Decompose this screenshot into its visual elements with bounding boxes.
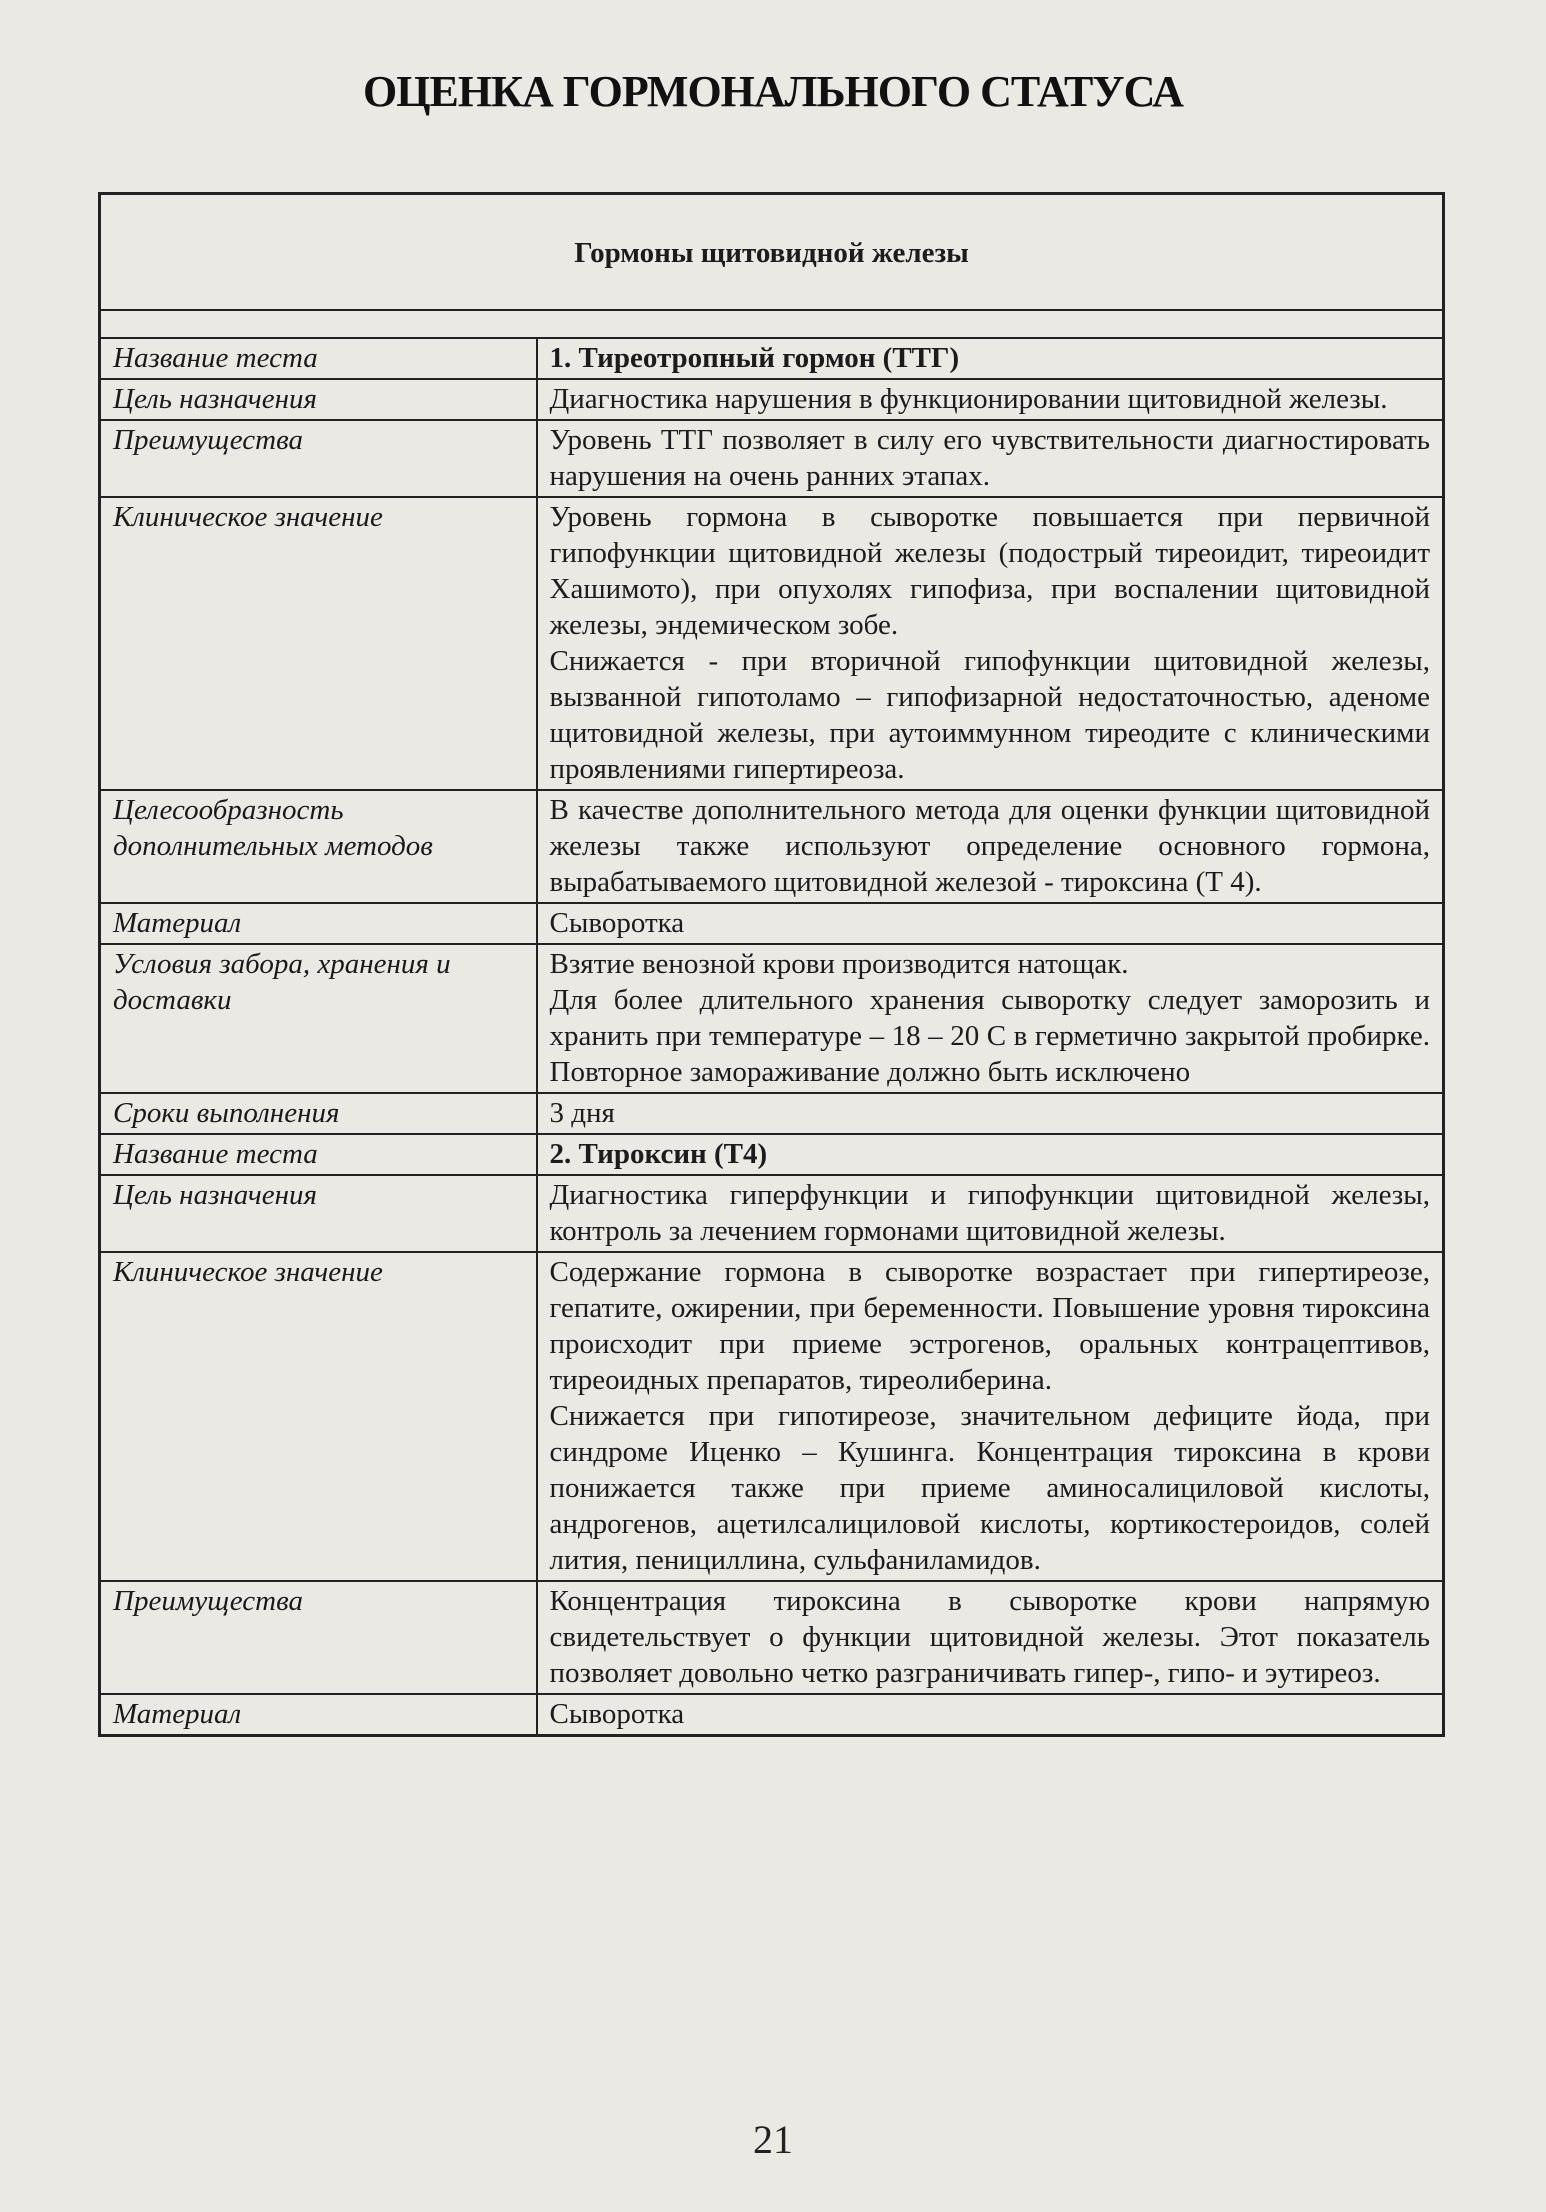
test1-name: 1. Тиреотропный гормон (ТТГ) bbox=[537, 338, 1444, 379]
section-header-row bbox=[100, 194, 1444, 311]
table-row-test2-purpose bbox=[100, 1175, 1444, 1252]
test2-purpose: Диагностика гиперфункции и гипофункции щитовидной железы, контроль за лечением гормонами щитовидной железы. bbox=[537, 1175, 1444, 1252]
table-row-test2-name bbox=[100, 1134, 1444, 1175]
test1-terms: 3 дня bbox=[537, 1093, 1444, 1134]
row-label: Материал bbox=[100, 903, 537, 944]
test2-advantages: Концентрация тироксина в сыворотке крови напрямую свидетельствует о функции щитовидной железы. Этот показатель позволяет довольно четко разграничивать гипер-, гипо- и эутиреоз. bbox=[537, 1581, 1444, 1694]
test1-clinical bbox=[537, 497, 1444, 790]
table-row-test2-material bbox=[100, 1694, 1444, 1736]
table-row-test1-advantages bbox=[100, 420, 1444, 497]
test1-material: Сыворотка bbox=[537, 903, 1444, 944]
test2-clinical bbox=[537, 1252, 1444, 1581]
row-label: Клиническое значение bbox=[100, 497, 537, 790]
test2-clinical-decrease: Снижается при гипотиреозе, значительном дефиците йода, при синдроме Иценко – Кушинга. Концентрация тироксина в крови понижается также при приеме аминосалициловой кислоты, андрогенов, ацетилсалициловой кислоты, кортикостероидов, солей лития, пенициллина, сульфаниламидов. bbox=[549, 1400, 1430, 1576]
table-row-test1-clinical bbox=[100, 497, 1444, 790]
row-label: Цель назначения bbox=[100, 379, 537, 420]
row-label: Цель назначения bbox=[100, 1175, 537, 1252]
test1-conditions-fasting: Взятие венозной крови производится натощак. bbox=[549, 948, 1129, 980]
test1-advantages: Уровень ТТГ позволяет в силу его чувствительности диагностировать нарушения на очень ранних этапах. bbox=[537, 420, 1444, 497]
test1-conditions-storage: Для более длительного хранения сыворотку следует заморозить и хранить при температуре – 18 – 20 С в герметично закрытой пробирке. Повторное замораживание должно быть исключено bbox=[549, 984, 1430, 1088]
section-title: Гормоны щитовидной железы bbox=[100, 194, 1444, 311]
row-label: Преимущества bbox=[100, 420, 537, 497]
row-label: Название теста bbox=[100, 338, 537, 379]
table-row-test1-purpose bbox=[100, 379, 1444, 420]
test1-purpose: Диагностика нарушения в функционировании щитовидной железы. bbox=[537, 379, 1444, 420]
row-label: Преимущества bbox=[100, 1581, 537, 1694]
table-row-test2-clinical bbox=[100, 1252, 1444, 1581]
test1-clinical-increase: Уровень гормона в сыворотке повышается при первичной гипофункции щитовидной железы (подострый тиреоидит, тиреоидит Хашимото), при опухолях гипофиза, при воспалении щитовидной железы, эндемическом зобе. bbox=[549, 501, 1430, 641]
test1-conditions bbox=[537, 944, 1444, 1093]
test2-clinical-increase: Содержание гормона в сыворотке возрастает при гипертиреозе, гепатите, ожирении, при беременности. Повышение уровня тироксина происходит при приеме эстрогенов, оральных контрацептивов, тиреоидных препаратов, тиреолиберина. bbox=[549, 1256, 1430, 1396]
table-row-test1-material bbox=[100, 903, 1444, 944]
hormone-table bbox=[98, 192, 1445, 1737]
table-row-test1-extra-methods bbox=[100, 790, 1444, 903]
row-label: Материал bbox=[100, 1694, 537, 1736]
row-label: Клиническое значение bbox=[100, 1252, 537, 1581]
table-row-test2-advantages bbox=[100, 1581, 1444, 1694]
table-row-test1-terms bbox=[100, 1093, 1444, 1134]
page-number: 21 bbox=[753, 2117, 793, 2162]
row-label: Целесообразность дополнительных методов bbox=[100, 790, 537, 903]
test1-clinical-decrease: Снижается - при вторичной гипофункции щитовидной железы, вызванной гипотоламо – гипофизарной недостаточностью, аденоме щитовидной железы, при аутоиммунном тиреодите с клиническими проявлениями гипертиреоза. bbox=[549, 645, 1430, 785]
page-title: ОЦЕНКА ГОРМОНАЛЬНОГО СТАТУСА bbox=[363, 67, 1183, 116]
table-row-test1-name bbox=[100, 338, 1444, 379]
table-row-test1-conditions bbox=[100, 944, 1444, 1093]
test1-extra-methods: В качестве дополнительного метода для оценки функции щитовидной железы также используют определение основного гормона, вырабатываемого щитовидной железой - тироксина (Т 4). bbox=[537, 790, 1444, 903]
row-label: Название теста bbox=[100, 1134, 537, 1175]
test2-material: Сыворотка bbox=[537, 1694, 1444, 1736]
test2-name: 2. Тироксин (Т4) bbox=[537, 1134, 1444, 1175]
spacer-row bbox=[100, 310, 1444, 338]
row-label: Сроки выполнения bbox=[100, 1093, 537, 1134]
row-label: Условия забора, хранения и доставки bbox=[100, 944, 537, 1093]
